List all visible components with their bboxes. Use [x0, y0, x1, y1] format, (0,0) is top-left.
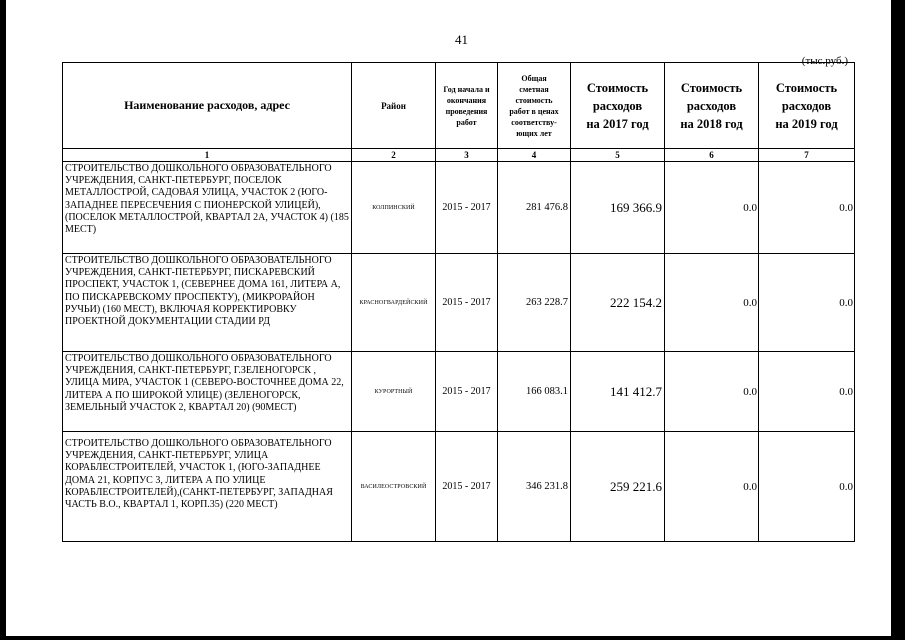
scan-edge-left	[0, 0, 6, 640]
table-row	[63, 432, 855, 542]
header-cost-2019: Стоимость расходов на 2019 год	[759, 63, 855, 149]
cost-2017: 222 154.2	[571, 254, 665, 352]
cost-2017: 259 221.6	[571, 432, 665, 542]
cost-2017: 169 366.9	[571, 162, 665, 254]
cost-2017: 141 412.7	[571, 352, 665, 432]
scan-edge-bottom	[0, 636, 905, 640]
table-row	[63, 162, 855, 254]
header-cost-2017: Стоимость расходов на 2017 год	[571, 63, 665, 149]
column-number: 2	[352, 149, 436, 162]
column-number: 1	[63, 149, 352, 162]
region: КОЛПИНСКИЙ	[352, 162, 436, 254]
cost-2018: 0.0	[665, 352, 759, 432]
expense-name: СТРОИТЕЛЬСТВО ДОШКОЛЬНОГО ОБРАЗОВАТЕЛЬНОГО УЧРЕЖДЕНИЯ, САНКТ-ПЕТЕРБУРГ, ПОСЕЛОК МЕТАЛЛОСТРОЙ, САДОВАЯ УЛИЦА, УЧАСТОК 2 (ЮГО-ЗАПАДНЕЕ ПЕРЕСЕЧЕНИЯ С ПИОНЕРСКОЙ УЛИЦЕЙ), (ПОСЕЛОК МЕТАЛЛОСТРОЙ, КВАРТАЛ 2А, УЧАСТОК 4) (185 МЕСТ)	[63, 162, 352, 254]
estimate: 263 228.7	[498, 254, 571, 352]
page-number: 41	[455, 32, 468, 47]
header-cost-2018: Стоимость расходов на 2018 год	[665, 63, 759, 149]
expense-name: СТРОИТЕЛЬСТВО ДОШКОЛЬНОГО ОБРАЗОВАТЕЛЬНОГО УЧРЕЖДЕНИЯ, САНКТ-ПЕТЕРБУРГ, Г.ЗЕЛЕНОГОРСК , УЛИЦА МИРА, УЧАСТОК 1 (СЕВЕРО-ВОСТОЧНЕЕ ДОМА 22, ЛИТЕРА А ПО ШИРОКОЙ УЛИЦЕ) (ЗЕЛЕНОГОРСК, ЗЕМЕЛЬНЫЙ УЧАСТОК 2, КВАРТАЛ 20) (90МЕСТ)	[63, 352, 352, 432]
cost-2019: 0.0	[759, 162, 855, 254]
cost-2019: 0.0	[759, 254, 855, 352]
years: 2015 - 2017	[436, 432, 498, 542]
region: КРАСНОГВАРДЕЙСКИЙ	[352, 254, 436, 352]
column-number: 7	[759, 149, 855, 162]
column-number: 4	[498, 149, 571, 162]
expenses-table	[62, 62, 855, 542]
cost-2018: 0.0	[665, 162, 759, 254]
expense-name: СТРОИТЕЛЬСТВО ДОШКОЛЬНОГО ОБРАЗОВАТЕЛЬНОГО УЧРЕЖДЕНИЯ, САНКТ-ПЕТЕРБУРГ, ПИСКАРЕВСКИЙ ПРОСПЕКТ, УЧАСТОК 1, (СЕВЕРНЕЕ ДОМА 161, ЛИТЕРА А, ПО ПИСКАРЕВСКОМУ ПРОСПЕКТУ), (МИКРОРАЙОН РУЧЬИ) (160 МЕСТ), ВКЛЮЧАЯ КОРРЕКТИРОВКУ ПРОЕКТНОЙ ДОКУМЕНТАЦИИ СТАДИИ РД	[63, 254, 352, 352]
column-number: 6	[665, 149, 759, 162]
header-row	[63, 63, 855, 149]
estimate: 281 476.8	[498, 162, 571, 254]
header-estimate: Общая сметная стоимость работ в ценах соответству- ющих лет	[498, 63, 571, 149]
scan-edge-right	[891, 0, 905, 640]
estimate: 346 231.8	[498, 432, 571, 542]
table-row	[63, 352, 855, 432]
years: 2015 - 2017	[436, 162, 498, 254]
cost-2018: 0.0	[665, 254, 759, 352]
cost-2018: 0.0	[665, 432, 759, 542]
header-region: Район	[352, 63, 436, 149]
cost-2019: 0.0	[759, 432, 855, 542]
years: 2015 - 2017	[436, 254, 498, 352]
header-name: Наименование расходов, адрес	[63, 63, 352, 149]
table-row	[63, 254, 855, 352]
header-years: Год начала и окончания проведения работ	[436, 63, 498, 149]
years: 2015 - 2017	[436, 352, 498, 432]
cost-2019: 0.0	[759, 352, 855, 432]
region: КУРОРТНЫЙ	[352, 352, 436, 432]
column-number: 3	[436, 149, 498, 162]
column-number: 5	[571, 149, 665, 162]
column-number-row	[63, 149, 855, 162]
region: ВАСИЛЕОСТРОВСКИЙ	[352, 432, 436, 542]
units-label: (тыс.руб.)	[801, 55, 848, 67]
estimate: 166 083.1	[498, 352, 571, 432]
expense-name: СТРОИТЕЛЬСТВО ДОШКОЛЬНОГО ОБРАЗОВАТЕЛЬНОГО УЧРЕЖДЕНИЯ, САНКТ-ПЕТЕРБУРГ, УЛИЦА КОРАБЛЕСТРОИТЕЛЕЙ, УЧАСТОК 1, (ЮГО-ЗАПАДНЕЕ ДОМА 21, КОРПУС 3, ЛИТЕРА А ПО УЛИЦЕ КОРАБЛЕСТРОИТЕЛЕЙ),(САНКТ-ПЕТЕРБУРГ, ЗАПАДНАЯ ЧАСТЬ В.О., КВАРТАЛ 1, КОРП.35) (220 МЕСТ)	[63, 432, 352, 542]
